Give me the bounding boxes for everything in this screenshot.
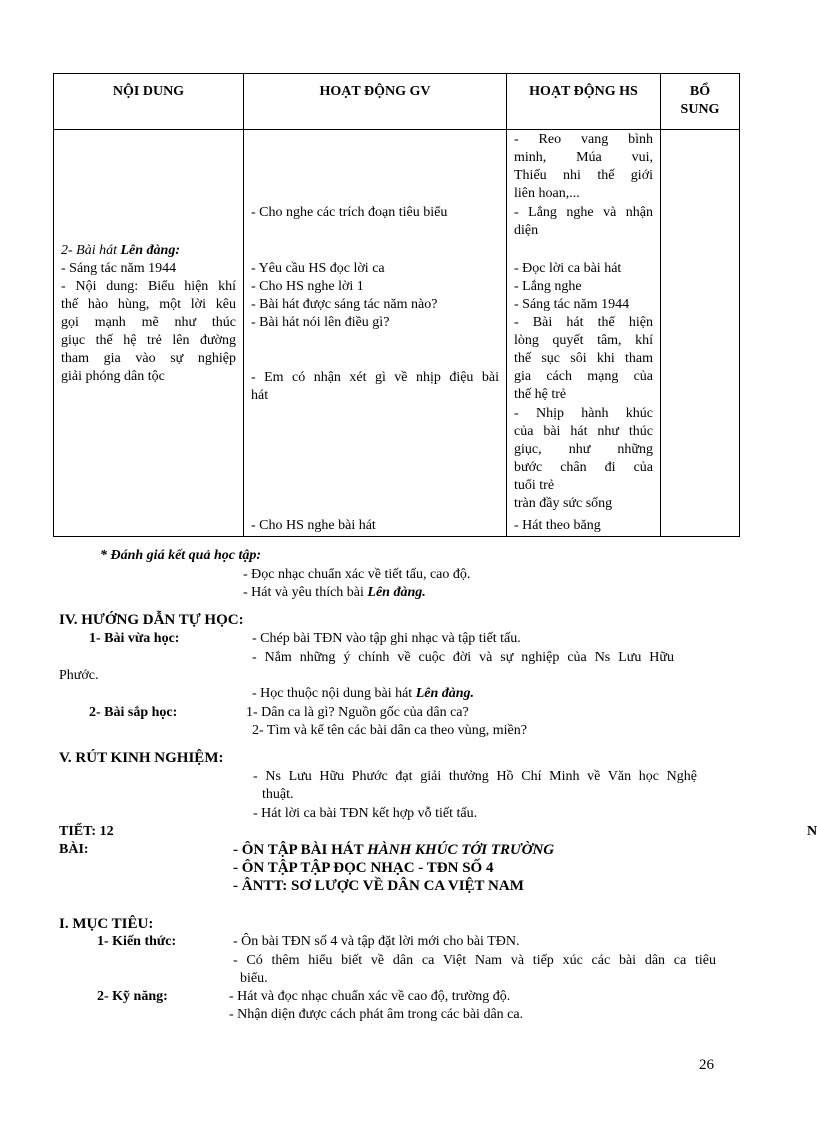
list-item: gia cách mạng của — [514, 369, 653, 384]
header-bo-sung: BỔ SUNG — [661, 74, 740, 130]
list-item: của bài hát như thúc — [514, 424, 653, 439]
list-item: gọi mạnh mẽ như thúc — [61, 315, 236, 330]
list-item: lòng quyết tâm, khí — [514, 333, 653, 348]
list-item: - Nhịp hành khúc — [514, 406, 653, 421]
list-item: bước chân đi của — [514, 460, 653, 475]
list-item: - Bài hát được sáng tác năm nào? — [251, 297, 438, 312]
right-edge-text: N — [807, 824, 817, 839]
list-item: giục, như những — [514, 442, 653, 457]
list-item: tuổi trẻ — [514, 478, 555, 493]
learned-item-3: - Học thuộc nội dung bài hát Lên đàng. — [252, 686, 475, 701]
experience-item-1: - Ns Lưu Hữu Phước đạt giải thưởng Hồ Chí Minh về Văn học Nghệ — [253, 769, 697, 784]
list-item: - Bài hát nói lên điều gì? — [251, 315, 390, 330]
experience-item-2: - Hát lời ca bài TĐN kết hợp vỗ tiết tấu. — [253, 806, 478, 821]
section-5-heading: V. RÚT KINH NGHIỆM: — [59, 750, 224, 766]
list-item: giục thế hệ trẻ lên đường — [61, 333, 236, 348]
list-item: - Cho HS nghe bài hát — [251, 518, 376, 533]
list-item: Thiếu nhi thế giới — [514, 168, 653, 183]
knowledge-label: 1- Kiến thức: — [97, 934, 177, 949]
list-item: - Nội dung: Biểu hiện khí — [61, 279, 236, 294]
section-4-heading: IV. HƯỚNG DẪN TỰ HỌC: — [59, 612, 244, 628]
experience-item-1-cont: thuật. — [262, 787, 294, 802]
list-item: - Reo vang bình — [514, 132, 653, 147]
list-item: - Đọc lời ca bài hát — [514, 261, 622, 276]
lesson-number: TIẾT: 12 — [59, 824, 114, 839]
list-item: - Sáng tác năm 1944 — [514, 297, 630, 312]
list-item: thế sục sôi khi tham — [514, 351, 653, 366]
evaluation-heading: * Đánh giá kết quả học tập: — [100, 548, 262, 563]
table-row — [54, 130, 740, 537]
learned-item-2-cont: Phước. — [59, 668, 99, 683]
section-1-heading: I. MỤC TIÊU: — [59, 916, 154, 932]
list-item: tràn đầy sức sống — [514, 496, 613, 511]
header-noi-dung: NỘI DUNG — [54, 74, 244, 130]
next-item-2: 2- Tìm và kể tên các bài dân ca theo vùng, miền? — [252, 723, 527, 738]
cell-hoat-dong-hs — [507, 130, 661, 537]
lesson-title-3: - ÂNTT: SƠ LƯỢC VỀ DÂN CA VIỆT NAM — [233, 878, 524, 894]
table-header-row — [54, 74, 740, 130]
song-title: 2- Bài hát Lên đàng: — [61, 243, 180, 258]
list-item: - Lắng nghe — [514, 279, 582, 294]
list-item: - Yêu cầu HS đọc lời ca — [251, 261, 385, 276]
evaluation-line-2: - Hát và yêu thích bài Lên đàng. — [243, 585, 426, 600]
list-item: - Bài hát thể hiện — [514, 315, 653, 330]
knowledge-item-2: - Có thêm hiểu biết về dân ca Việt Nam và tiếp xúc các bài dân ca tiêu — [233, 953, 716, 968]
lesson-table — [53, 73, 740, 537]
list-item: giải phóng dân tộc — [61, 369, 165, 384]
list-item: diện — [514, 223, 539, 238]
list-item: - Cho nghe các trích đoạn tiêu biểu — [251, 205, 448, 220]
list-item: minh, Múa vui, — [514, 150, 653, 165]
lesson-title-2: - ÔN TẬP TẬP ĐỌC NHẠC - TĐN SỐ 4 — [233, 860, 494, 876]
lesson-title-1: - ÔN TẬP BÀI HÁT HÀNH KHÚC TỚI TRƯỜNG — [233, 842, 555, 858]
cell-hoat-dong-gv — [244, 130, 507, 537]
cell-noi-dung — [54, 130, 244, 537]
list-item: tham gia vào sự nghiệp — [61, 351, 236, 366]
cell-bo-sung — [661, 130, 740, 537]
knowledge-item-1: - Ôn bài TĐN số 4 và tập đặt lời mới cho bài TĐN. — [233, 934, 520, 949]
list-item: thế hệ trẻ — [514, 387, 567, 402]
header-hoat-dong-gv: HOẠT ĐỘNG GV — [244, 74, 507, 130]
header-hoat-dong-hs: HOẠT ĐỘNG HS — [507, 74, 661, 130]
skills-item-1: - Hát và đọc nhạc chuẩn xác về cao độ, trường độ. — [229, 989, 511, 1004]
list-item: - Sáng tác năm 1944 — [61, 261, 177, 276]
list-item: - Lắng nghe và nhận — [514, 205, 653, 220]
learned-item-1: - Chép bài TĐN vào tập ghi nhạc và tập tiết tấu. — [252, 631, 521, 646]
skills-item-2: - Nhận diện được cách phát âm trong các bài dân ca. — [229, 1007, 524, 1022]
list-item: - Hát theo băng — [514, 518, 601, 533]
learned-label: 1- Bài vừa học: — [89, 631, 180, 646]
next-label: 2- Bài sắp học: — [89, 705, 178, 720]
skills-label: 2- Kỹ năng: — [97, 989, 168, 1004]
list-item: thế hào hùng, một lời kêu — [61, 297, 236, 312]
page-number: 26 — [699, 1057, 714, 1073]
list-item: hát — [251, 388, 269, 403]
knowledge-item-2-cont: biểu. — [240, 971, 268, 986]
list-item: - Cho HS nghe lời 1 — [251, 279, 364, 294]
list-item: - Em có nhận xét gì về nhịp điệu bài — [251, 370, 499, 385]
evaluation-line-1: - Đọc nhạc chuẩn xác về tiết tấu, cao độ. — [243, 567, 471, 582]
learned-item-2: - Nắm những ý chính về cuộc đời và sự nghiệp của Ns Lưu Hữu — [252, 650, 674, 665]
list-item: liên hoan,... — [514, 186, 580, 201]
next-item-1: 1- Dân ca là gì? Nguồn gốc của dân ca? — [246, 705, 469, 720]
lesson-label: BÀI: — [59, 842, 89, 857]
